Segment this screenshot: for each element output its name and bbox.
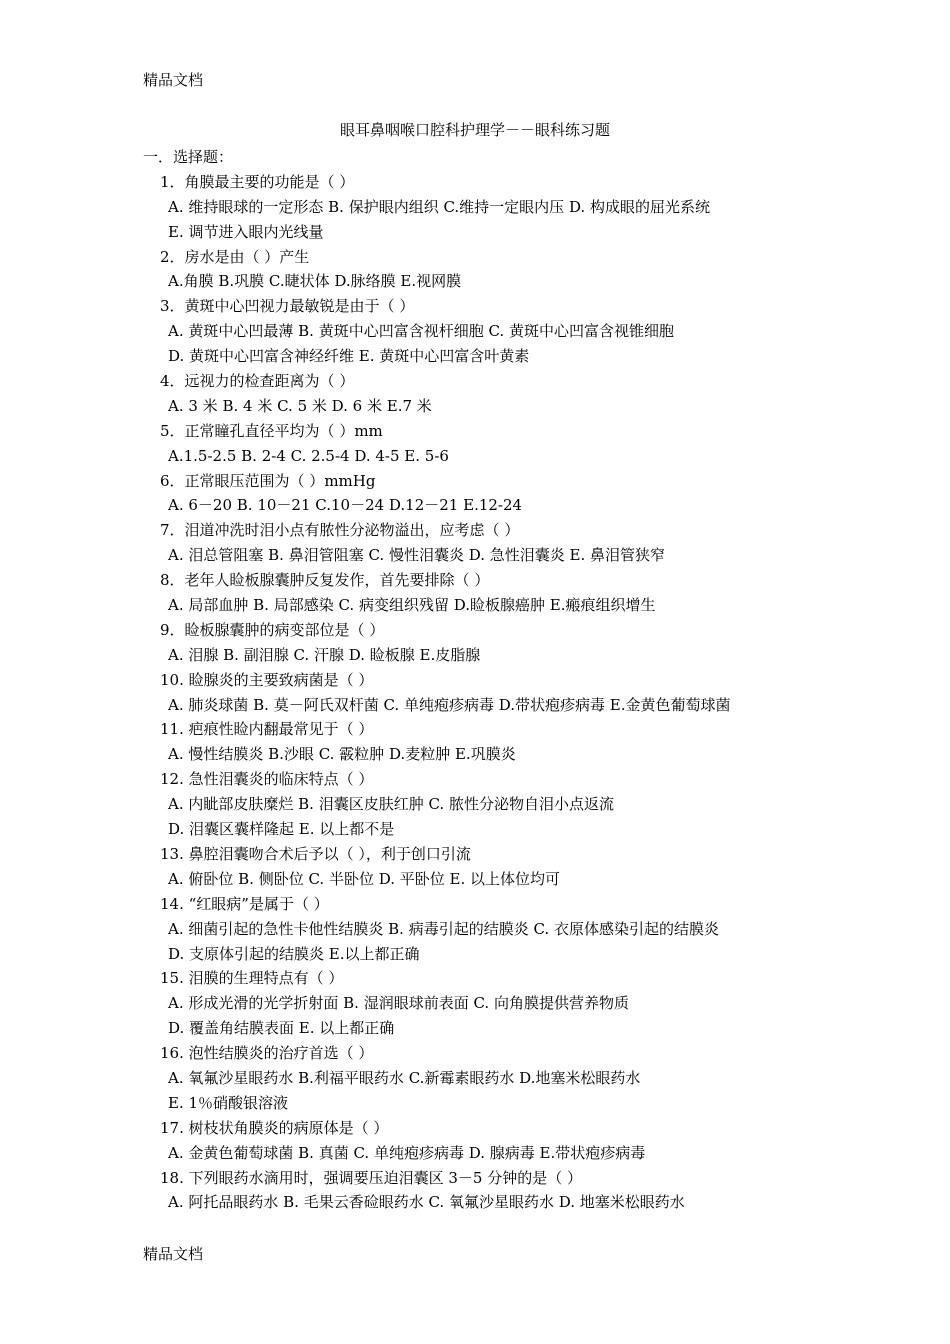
section-heading: 一．选择题： [143,148,234,166]
question-2: 2．房水是由（ ）产生 [160,247,310,266]
page-header: 精品文档 [143,71,204,89]
question-16-options: A. 氧氟沙星眼药水 B.利福平眼药水 C.新霉素眼药水 D.地塞米松眼药水 [168,1068,641,1087]
question-15: 15. 泪膜的生理特点有（ ） [160,969,344,988]
question-7: 7．泪道冲洗时泪小点有脓性分泌物溢出，应考虑（ ） [160,521,520,540]
question-1: 1．角膜最主要的功能是（ ） [160,172,355,191]
question-9: 9．睑板腺囊肿的病变部位是（ ） [160,620,385,639]
question-5-options: A.1.5-2.5 B. 2-4 C. 2.5-4 D. 4-5 E. 5-6 [168,446,449,465]
question-10: 10. 睑腺炎的主要致病菌是（ ） [160,670,374,689]
question-6-options: A. 6－20 B. 10－21 C.10－24 D.12－21 E.12-24 [168,496,523,515]
question-16: 16. 泡性结膜炎的治疗首选（ ） [160,1044,374,1063]
question-1-options: A. 维持眼球的一定形态 B. 保护眼内组织 C.维持一定眼内压 D. 构成眼的屈光系统 [168,197,710,216]
document-title: 眼耳鼻咽喉口腔科护理学－－眼科练习题 [339,121,610,139]
question-12-options: A. 内眦部皮肤糜烂 B. 泪囊区皮肤红肿 C. 脓性分泌物自泪小点返流 [168,795,614,814]
question-2-options: A.角膜 B.巩膜 C.睫状体 D.脉络膜 E.视网膜 [168,272,462,291]
question-11: 11. 疤痕性睑内翻最常见于（ ） [160,720,374,739]
question-13-options: A. 俯卧位 B. 侧卧位 C. 半卧位 D. 平卧位 E. 以上体位均可 [168,869,560,888]
question-12-options: D. 泪囊区囊样隆起 E. 以上都不是 [168,820,395,839]
question-3: 3．黄斑中心凹视力最敏锐是由于（ ） [160,297,415,316]
question-list [0,145,950,1215]
question-14-options: A. 细菌引起的急性卡他性结膜炎 B. 病毒引起的结膜炎 C. 衣原体感染引起的结膜炎 [168,919,719,938]
question-17: 17. 树枝状角膜炎的病原体是（ ） [160,1118,389,1137]
question-18: 18. 下列眼药水滴用时，强调要压迫泪囊区 3－5 分钟的是（ ） [160,1168,583,1187]
question-13: 13. 鼻腔泪囊吻合术后予以（ ），利于创口引流 [160,844,471,863]
question-15-options: D. 覆盖角结膜表面 E. 以上都正确 [168,1019,395,1038]
question-10-options: A. 肺炎球菌 B. 莫－阿氏双杆菌 C. 单纯疱疹病毒 D.带状疱疹病毒 E.金黄色葡萄球菌 [168,695,731,714]
question-9-options: A. 泪腺 B. 副泪腺 C. 汗腺 D. 睑板腺 E.皮脂腺 [168,645,481,664]
question-3-options: A. 黄斑中心凹最薄 B. 黄斑中心凹富含视杆细胞 C. 黄斑中心凹富含视锥细胞 [168,322,674,341]
question-7-options: A. 泪总管阻塞 B. 鼻泪管阻塞 C. 慢性泪囊炎 D. 急性泪囊炎 E. 鼻泪管狭窄 [168,546,665,565]
question-4: 4．远视力的检查距离为（ ） [160,372,355,391]
question-1-options: E. 调节进入眼内光线量 [168,222,324,241]
question-14-options: D. 支原体引起的结膜炎 E.以上都正确 [168,944,420,963]
question-3-options: D. 黄斑中心凹富含神经纤维 E. 黄斑中心凹富含叶黄素 [168,347,530,366]
question-15-options: A. 形成光滑的光学折射面 B. 湿润眼球前表面 C. 向角膜提供营养物质 [168,994,629,1013]
question-12: 12. 急性泪囊炎的临床特点（ ） [160,770,374,789]
question-16-options: E. 1％硝酸银溶液 [168,1093,289,1112]
question-4-options: A. 3 米 B. 4 米 C. 5 米 D. 6 米 E.7 米 [168,396,432,415]
question-14: 14. “红眼病”是属于（ ） [160,894,329,913]
question-17-options: A. 金黄色葡萄球菌 B. 真菌 C. 单纯疱疹病毒 D. 腺病毒 E.带状疱疹病毒 [168,1143,646,1162]
page-footer: 精品文档 [143,1245,204,1263]
question-6: 6．正常眼压范围为（ ）mmHg [160,471,376,490]
question-18-options: A. 阿托品眼药水 B. 毛果云香硷眼药水 C. 氧氟沙星眼药水 D. 地塞米松眼药水 [168,1193,685,1212]
question-8: 8．老年人睑板腺囊肿反复发作，首先要排除（ ） [160,571,490,590]
question-5: 5．正常瞳孔直径平均为（ ）mm [160,421,383,440]
question-11-options: A. 慢性结膜炎 B.沙眼 C. 霰粒肿 D.麦粒肿 E.巩膜炎 [168,745,516,764]
question-8-options: A. 局部血肿 B. 局部感染 C. 病变组织残留 D.睑板腺癌肿 E.瘢痕组织增生 [168,596,656,615]
